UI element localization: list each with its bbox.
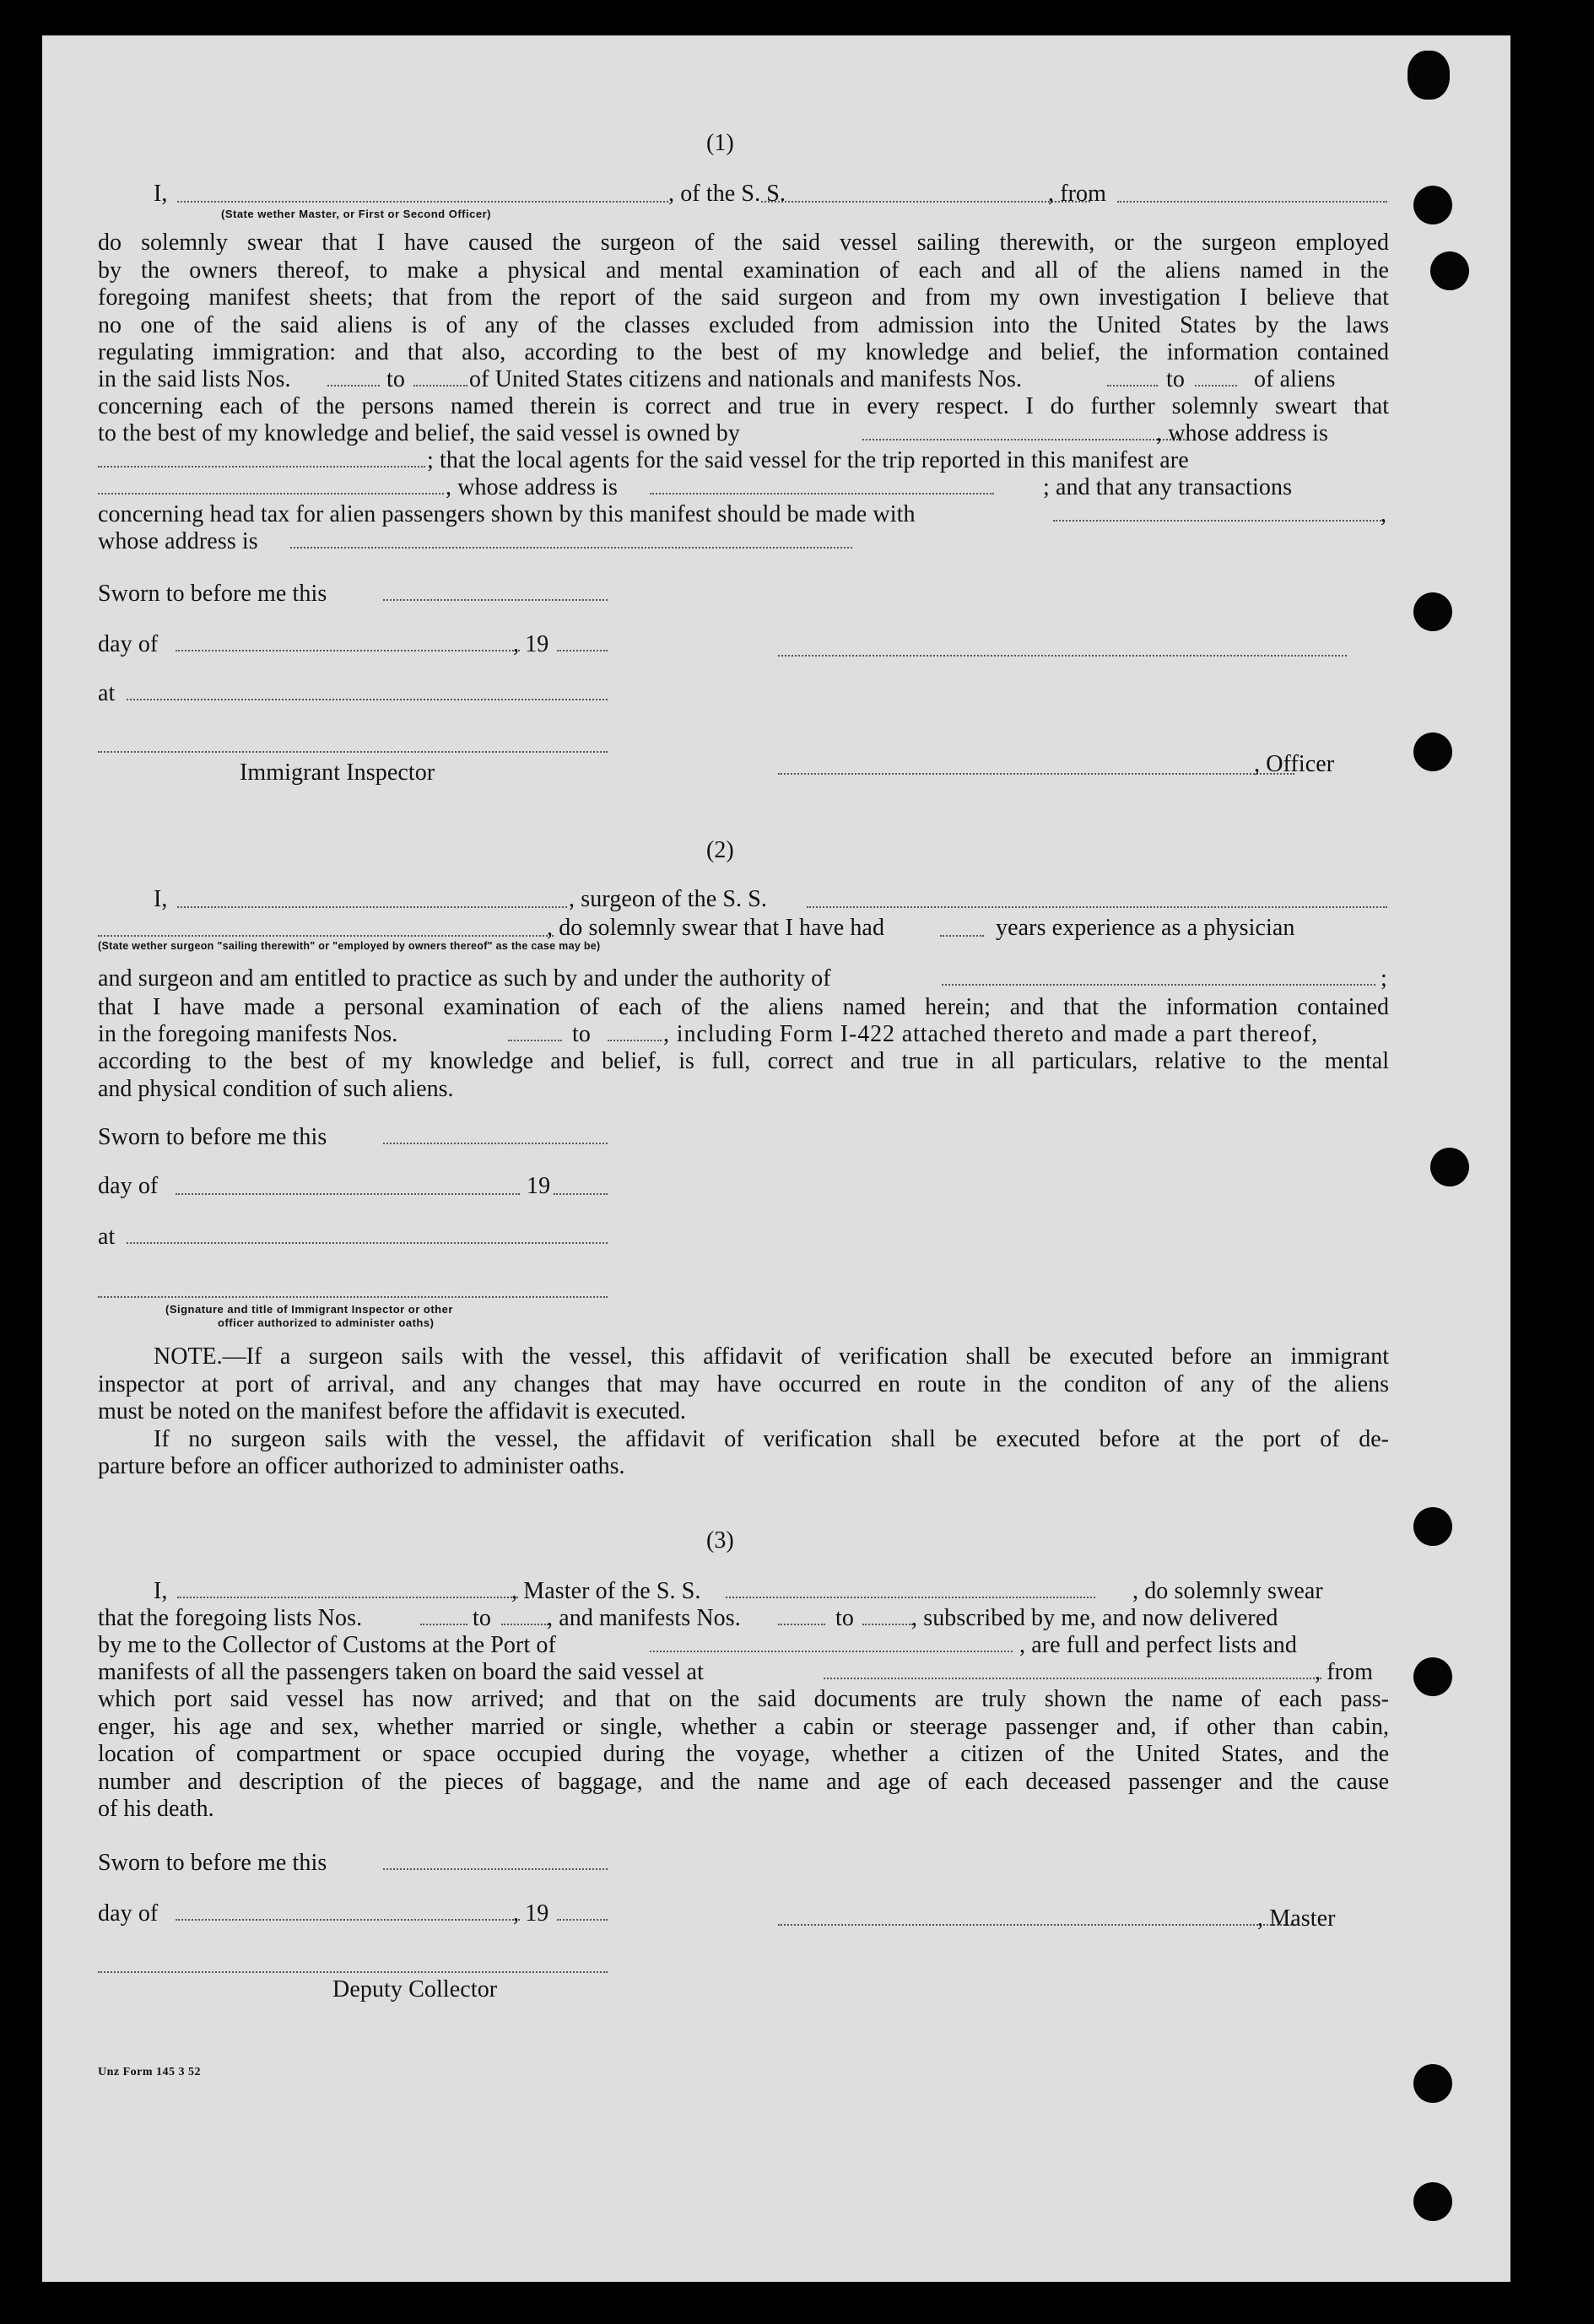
- s3-deputy-signature-field[interactable]: [98, 1971, 608, 1973]
- s3-deputy: Deputy Collector: [332, 1976, 498, 2002]
- s3-l2d: to: [835, 1605, 854, 1631]
- s2-swear: , do solemnly swear that I have had: [547, 915, 885, 941]
- s3-l3b: , are full and perfect lists and: [1019, 1632, 1297, 1658]
- s3-lists-to-field[interactable]: [501, 1624, 548, 1625]
- s2-at: at: [98, 1224, 116, 1250]
- s1-l6c: of United States citizens and nationals and manifests Nos.: [469, 366, 1023, 392]
- s3-nineteen: , 19: [513, 1900, 549, 1927]
- s1-l10a: , whose address is: [446, 474, 618, 500]
- punch-hole: [1413, 2182, 1452, 2221]
- s2-signature-field[interactable]: [98, 1296, 608, 1298]
- s3-swear: , do solemnly swear: [1132, 1578, 1323, 1604]
- s3-l2c: , and manifests Nos.: [547, 1605, 741, 1631]
- s1-inspector-signature-field[interactable]: [98, 751, 608, 753]
- s1-agents-address-field[interactable]: [650, 493, 994, 495]
- s2-years: years experience as a physician: [996, 915, 1295, 941]
- punch-hole: [1430, 251, 1469, 290]
- s2-manifests-to-field[interactable]: [608, 1040, 662, 1041]
- s2-ship-field[interactable]: [807, 906, 1387, 908]
- note-line: If no surgeon sails with the vessel, the affidavit of verification shall be executed before at the port of de-: [154, 1425, 1389, 1452]
- s1-note-master: (State wether Master, or First or Second Officer): [221, 208, 491, 220]
- punch-hole: [1413, 732, 1452, 771]
- s1-from: , from: [1048, 181, 1107, 207]
- s1-signature-field[interactable]: [778, 655, 1347, 657]
- s3-line: of his death.: [98, 1796, 214, 1822]
- s3-i: I,: [154, 1578, 168, 1604]
- s3-l2b: to: [473, 1605, 491, 1631]
- s2-line4: [98, 994, 1389, 1022]
- s3-manifests-from-field[interactable]: [778, 1624, 825, 1625]
- s3-line: which port said vessel has now arrived; and that on the said documents are truly shown the name of each pass-: [98, 1686, 1389, 1712]
- s3-line: location of compartment or space occupied during the voyage, whether a citizen of the United States, and the: [98, 1741, 1389, 1767]
- s1-owner-address-field[interactable]: [98, 466, 425, 468]
- s1-year-field[interactable]: [557, 650, 608, 651]
- s1-ship-field[interactable]: [761, 201, 1090, 203]
- punch-hole: [1413, 2064, 1452, 2103]
- s2-i: I,: [154, 886, 168, 912]
- s3-line: number and description of the pieces of baggage, and the name and age of each deceased passenger and the cause: [98, 1768, 1389, 1795]
- s3-master-signature-field[interactable]: [778, 1924, 1294, 1926]
- s1-l6d: to: [1166, 366, 1185, 392]
- s1-inspector: Immigrant Inspector: [240, 759, 435, 786]
- s1-l11a: concerning head tax for alien passengers shown by this manifest should be made with: [98, 501, 916, 527]
- footer-form-number: Unz Form 145 3 52: [98, 2066, 202, 2078]
- section-3-number: (3): [706, 1527, 734, 1554]
- s2-surgeon: , surgeon of the S. S.: [569, 886, 768, 912]
- s1-from-field[interactable]: [1117, 201, 1387, 203]
- s2-sailing-field[interactable]: [98, 935, 554, 937]
- s3-l2e: , subscribed by me, and now delivered: [911, 1605, 1278, 1631]
- s3-manifests-to-field[interactable]: [862, 1624, 913, 1625]
- s1-l6e: of aliens: [1254, 366, 1336, 392]
- s1-i: I,: [154, 181, 168, 207]
- s3-body: [98, 1686, 1389, 1824]
- section-2-number: (2): [706, 837, 734, 863]
- s1-l12: whose address is: [98, 528, 258, 554]
- s3-sworn-field[interactable]: [383, 1868, 608, 1870]
- s1-nineteen: , 19: [513, 631, 549, 657]
- s1-line: do solemnly swear that I have caused the surgeon of the said vessel sailing therewith, or the surgeon employed: [98, 230, 1389, 256]
- s2-sworn-field[interactable]: [383, 1143, 608, 1144]
- s2-body: [98, 1048, 1389, 1103]
- s2-day-of: day of: [98, 1173, 159, 1199]
- s2-sig-note1: (Signature and title of Immigrant Inspector or other: [165, 1303, 453, 1316]
- s3-boarding-port-field[interactable]: [824, 1678, 1321, 1679]
- s3-l2a: that the foregoing lists Nos.: [98, 1605, 363, 1631]
- s1-lists-from-field[interactable]: [327, 385, 380, 386]
- s1-owner-field[interactable]: [862, 439, 1185, 440]
- s2-nineteen: 19: [527, 1173, 551, 1199]
- s2-l5b: to: [572, 1021, 591, 1047]
- s1-sworn: Sworn to before me this: [98, 581, 327, 607]
- s3-master: , Master: [1257, 1905, 1336, 1932]
- s2-sworn: Sworn to before me this: [98, 1124, 327, 1150]
- s3-name-field[interactable]: [177, 1597, 518, 1598]
- s2-line: and physical condition of such aliens.: [98, 1075, 454, 1102]
- punch-hole: [1408, 51, 1450, 100]
- s2-l5c: , including Form I-422 attached thereto and made a part thereof,: [663, 1021, 1319, 1047]
- s2-year-field[interactable]: [554, 1193, 608, 1195]
- s2-manifests-from-field[interactable]: [508, 1040, 562, 1041]
- s1-l6b: to: [386, 366, 405, 392]
- s3-master-of: , Master of the S. S.: [511, 1578, 701, 1604]
- punch-hole: [1430, 1148, 1469, 1186]
- s3-port-field[interactable]: [650, 1651, 1013, 1652]
- punch-hole: [1413, 592, 1452, 631]
- s1-line7: [98, 393, 1389, 421]
- s2-l5a: in the foregoing manifests Nos.: [98, 1021, 398, 1047]
- s1-l10b: ; and that any transactions: [1043, 474, 1293, 500]
- s3-day-field[interactable]: [176, 1919, 520, 1921]
- s3-ship-field[interactable]: [726, 1597, 1095, 1598]
- s1-at: at: [98, 680, 116, 706]
- s3-year-field[interactable]: [557, 1919, 608, 1921]
- s1-of-ss: , of the S. S.: [668, 181, 786, 207]
- s1-l9: ; that the local agents for the said vessel for the trip reported in this manifest are: [427, 447, 1189, 473]
- s1-at-field[interactable]: [127, 699, 608, 700]
- s1-l8a: to the best of my knowledge and belief, the said vessel is owned by: [98, 420, 740, 446]
- s3-lists-from-field[interactable]: [420, 1624, 467, 1625]
- s1-officer: , Officer: [1254, 751, 1335, 777]
- s1-lists-to-field[interactable]: [413, 385, 467, 386]
- s2-line: according to the best of my knowledge and belief, is full, correct and true in all particulars, relative to the mental: [98, 1048, 1389, 1074]
- s1-manifests-from-field[interactable]: [1107, 385, 1158, 386]
- punch-hole: [1413, 1507, 1452, 1546]
- s3-sworn: Sworn to before me this: [98, 1850, 327, 1876]
- section-1-number: (1): [706, 130, 734, 156]
- s2-l3b: ;: [1381, 965, 1387, 992]
- s1-line: by the owners thereof, to make a physical and mental examination of each and all of the aliens named in the: [98, 257, 1389, 284]
- s1-day-field[interactable]: [176, 650, 520, 651]
- s3-l4a: manifests of all the passengers taken on board the said vessel at: [98, 1659, 704, 1685]
- s1-name-field[interactable]: [177, 201, 668, 203]
- s2-note: (State wether surgeon "sailing therewith" or "employed by owners thereof" as the case may be): [98, 940, 601, 952]
- s1-line: no one of the said aliens is of any of the classes excluded from admission into the United States by the laws: [98, 311, 1389, 338]
- s2-line: that I have made a personal examination of each of the aliens named herein; and that the information contained: [98, 994, 1389, 1020]
- s1-body: [98, 230, 1389, 367]
- s1-officer-field[interactable]: [778, 773, 1294, 775]
- s1-line: concerning each of the persons named therein is correct and true in every respect. I do further solemnly sweart that: [98, 393, 1389, 419]
- note-line: NOTE.—If a surgeon sails with the vessel, this affidavit of verification shall be executed before an immigrant: [154, 1343, 1389, 1370]
- s3-l4b: , from: [1315, 1659, 1374, 1685]
- s2-day-field[interactable]: [176, 1193, 520, 1195]
- s1-l8b: , whose address is: [1156, 420, 1328, 446]
- s1-headtax-field[interactable]: [1053, 520, 1384, 522]
- s1-manifests-to-field[interactable]: [1195, 385, 1237, 386]
- s2-authority-field[interactable]: [942, 984, 1375, 986]
- s1-line: regulating immigration: and that also, according to the best of my knowledge and belief, the information contained: [98, 339, 1389, 365]
- s3-day-of: day of: [98, 1900, 159, 1927]
- s1-day-of: day of: [98, 631, 159, 657]
- s1-l11b: ,: [1381, 501, 1387, 527]
- s1-line: foregoing manifest sheets; that from the report of the said surgeon and from my own investigation I believe that: [98, 284, 1389, 311]
- s3-line: enger, his age and sex, whether married or single, whether a cabin or steerage passenger and, if other than cabin,: [98, 1713, 1389, 1740]
- s1-agents-field[interactable]: [98, 493, 444, 495]
- s2-years-field[interactable]: [940, 935, 984, 937]
- punch-hole: [1413, 186, 1452, 224]
- note-line: inspector at port of arrival, and any changes that may have occurred en route in the conditon of any of the aliens: [98, 1370, 1389, 1397]
- s2-sig-note2: officer authorized to administer oaths): [218, 1316, 435, 1329]
- punch-hole: [1413, 1657, 1452, 1696]
- s2-name-field[interactable]: [177, 906, 567, 908]
- s2-at-field[interactable]: [127, 1242, 608, 1244]
- note-line: must be noted on the manifest before the affidavit is executed.: [98, 1398, 686, 1424]
- s2-l3a: and surgeon and am entitled to practice as such by and under the authority of: [98, 965, 831, 992]
- s1-headtax-address-field[interactable]: [290, 547, 852, 549]
- note-line: parture before an officer authorized to administer oaths.: [98, 1453, 625, 1479]
- s3-l3a: by me to the Collector of Customs at the Port of: [98, 1632, 556, 1658]
- s1-sworn-field[interactable]: [383, 599, 608, 601]
- s2-note-block: [98, 1343, 1389, 1481]
- form-sheet: [42, 35, 1510, 2282]
- s1-l6a: in the said lists Nos.: [98, 366, 291, 392]
